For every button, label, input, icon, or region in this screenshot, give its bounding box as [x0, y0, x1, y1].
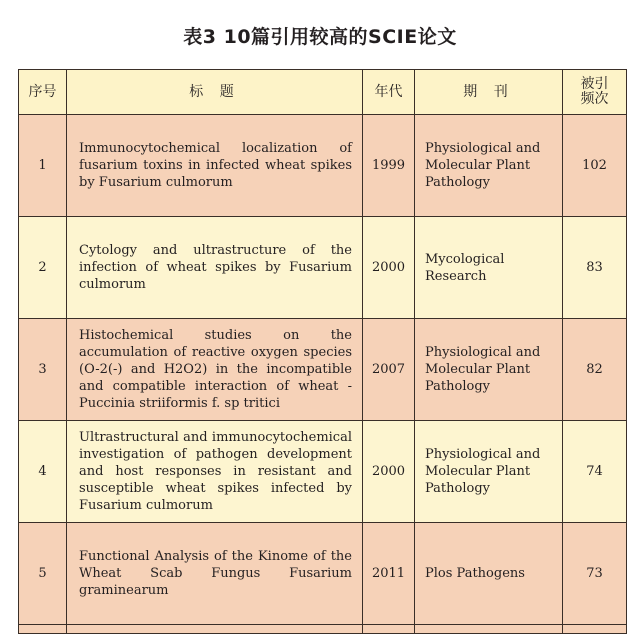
citation-table — [18, 69, 627, 634]
row-journal: Physiological and Molecular Plant Pathology — [415, 319, 563, 421]
cutoff-cell — [415, 625, 563, 634]
header-title — [67, 70, 363, 115]
table-row — [19, 421, 627, 523]
cutoff-cell — [19, 625, 67, 634]
row-title: Cytology and ultrastructure of the infection of wheat spikes by Fusarium culmorum — [67, 217, 363, 319]
row-index: 3 — [19, 319, 67, 421]
header-journal — [415, 70, 563, 115]
row-title: Functional Analysis of the Kinome of the Wheat Scab Fungus Fusarium graminearum — [67, 523, 363, 625]
row-title: Immunocytochemical localization of fusarium toxins in infected wheat spikes by Fusarium culmorum — [67, 115, 363, 217]
row-index: 2 — [19, 217, 67, 319]
row-index: 5 — [19, 523, 67, 625]
header-citations: 被引 频次 — [563, 70, 627, 115]
row-citations: 73 — [563, 523, 627, 625]
row-journal: Physiological and Molecular Plant Pathology — [415, 115, 563, 217]
table-row-cutoff — [19, 625, 627, 634]
row-citations: 102 — [563, 115, 627, 217]
cutoff-cell — [363, 625, 415, 634]
table-row — [19, 523, 627, 625]
row-journal: Plos Pathogens — [415, 523, 563, 625]
header-journal-label: 期 刊 — [463, 83, 514, 100]
row-journal: Physiological and Molecular Plant Pathology — [415, 421, 563, 523]
row-title: Ultrastructural and immunocytochemical investigation of pathogen development and host responses in resistant and susceptible wheat spikes infected by Fusarium culmorum — [67, 421, 363, 523]
row-citations: 74 — [563, 421, 627, 523]
cutoff-cell — [563, 625, 627, 634]
row-year: 2000 — [363, 421, 415, 523]
row-citations: 83 — [563, 217, 627, 319]
table-caption: 表3 10篇引用较高的SCIE论文 — [183, 26, 457, 48]
row-year: 2007 — [363, 319, 415, 421]
row-year: 2000 — [363, 217, 415, 319]
table-row — [19, 217, 627, 319]
table-row — [19, 115, 627, 217]
cutoff-cell — [67, 625, 363, 634]
row-year: 2011 — [363, 523, 415, 625]
header-row — [19, 70, 627, 115]
row-journal: Mycological Research — [415, 217, 563, 319]
header-year: 年代 — [363, 70, 415, 115]
row-index: 1 — [19, 115, 67, 217]
row-title: Histochemical studies on the accumulation of reactive oxygen species (O-2(-) and H2O2) in the incompatible and compatible interaction of wheat - Puccinia striiformis f. sp tritici — [67, 319, 363, 421]
row-year: 1999 — [363, 115, 415, 217]
row-index: 4 — [19, 421, 67, 523]
header-title-label: 标 题 — [189, 83, 240, 100]
header-index: 序号 — [19, 70, 67, 115]
table-row — [19, 319, 627, 421]
row-citations: 82 — [563, 319, 627, 421]
